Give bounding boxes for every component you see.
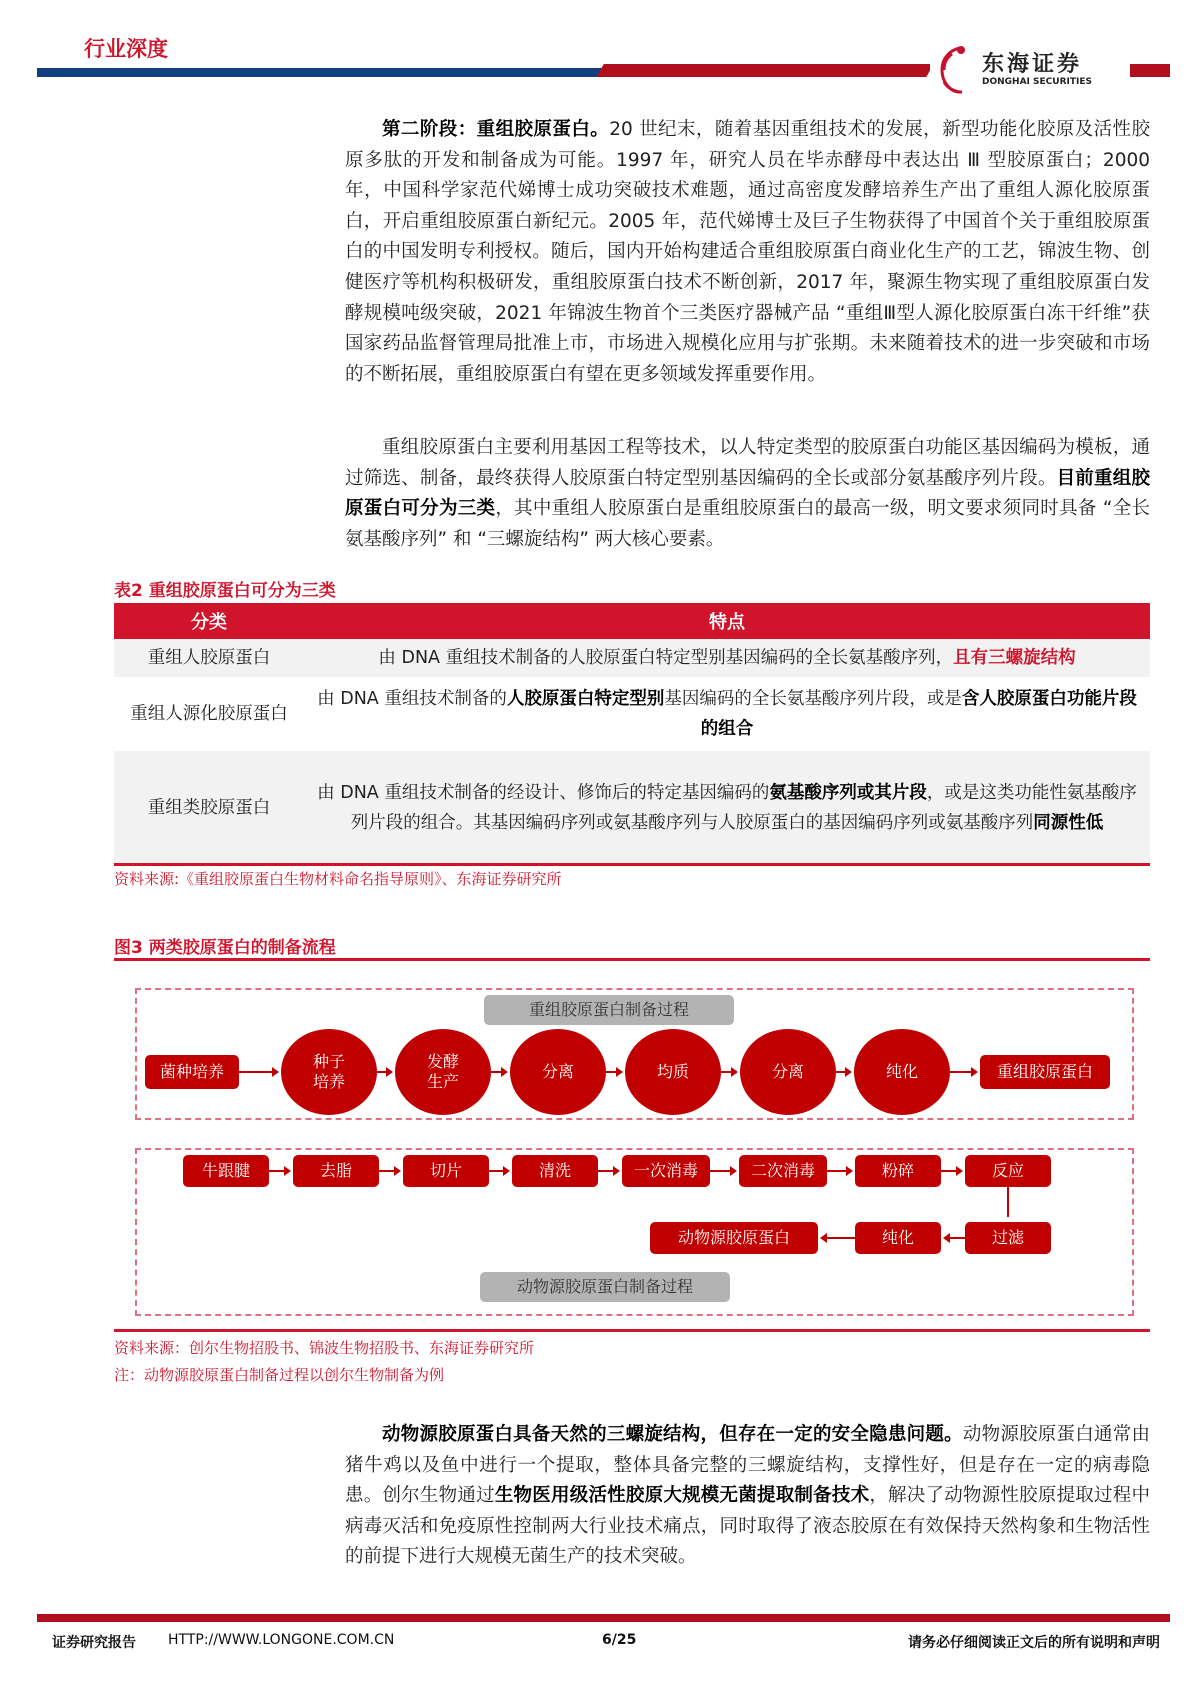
process-step: 重组胶原蛋白 xyxy=(980,1055,1110,1089)
process-step: 分离 xyxy=(740,1029,836,1115)
row-category: 重组人胶原蛋白 xyxy=(114,639,304,677)
feature-highlight: 且有三螺旋结构 xyxy=(953,648,1076,668)
para2-text2: ，其中重组人胶原蛋白是重组胶原蛋白的最高一级，明文要求须同时具备 “全长氨基酸序列” 和 “三螺旋结构” 两大核心要素。 xyxy=(345,498,1150,550)
process-step: 粉碎 xyxy=(855,1155,941,1187)
arrow-right-icon xyxy=(941,1170,961,1172)
arrow-right-icon xyxy=(598,1170,618,1172)
feature-text: 由 DNA 重组技术制备的 xyxy=(317,689,507,709)
arrow-right-icon xyxy=(836,1071,850,1073)
process-step: 分离 xyxy=(510,1029,606,1115)
figure-bottom-rule xyxy=(114,1329,1150,1332)
recombinant-process-label: 重组胶原蛋白制备过程 xyxy=(484,995,734,1025)
row-category: 重组类胶原蛋白 xyxy=(114,751,304,865)
process-step: 种子培养 xyxy=(281,1029,377,1115)
table-row xyxy=(114,677,1150,751)
animal-process-label: 动物源胶原蛋白制备过程 xyxy=(480,1272,730,1302)
process-step: 纯化 xyxy=(854,1029,950,1115)
feature-text: ，或是这类功能性氨基酸序列片段的组合。其基因编码序列或氨基酸序列与人胶原蛋白的基因编码序列或氨基酸序列 xyxy=(350,783,1137,833)
para1-text: 20 世纪末，随着基因重组技术的发展，新型功能化胶原及活性胶原多肽的开发和制备成为可能。1997 年，研究人员在毕赤酵母中表达出 Ⅲ 型胶原蛋白；2000 年，中国科学家范代娣博士成功突破技术难题，通过高密度发酵培养生产出了重组人源化胶原蛋白，开启重组胶原蛋白新纪元。2005 年，范代娣博士及巨子生物获得了中国首个关于重组胶原蛋白的中国发明专利授权。随后，国内开始构建适合重组胶原蛋白商业化生产的工艺，锦波生物、创健医疗等机构积极研发，重组胶原蛋白技术不断创新，2017 年，聚源生物实现了重组胶原蛋白发酵规模吨级突破，2021 年锦波生物首个三类医疗器械产品 “重组Ⅲ型人源化胶原蛋白冻干纤维”获国家药品监督管理局批准上市，市场进入规模化应用与扩张期。未来随着技术的进一步突破和市场的不断拓展，重组胶原蛋白有望在更多领域发挥重要作用。 xyxy=(345,119,1150,385)
table-row xyxy=(114,751,1150,865)
feature-bold: 人胶原蛋白特定型别 xyxy=(506,689,665,709)
table-bottom-rule xyxy=(114,863,1150,866)
classification-table xyxy=(114,603,1150,865)
arrow-right-icon xyxy=(379,1170,399,1172)
feature-text: 基因编码的全长氨基酸序列片段，或是 xyxy=(664,689,962,709)
para2-text1: 重组胶原蛋白主要利用基因工程等技术，以人特定类型的胶原蛋白功能区基因编码为模板，通过筛选、制备，最终获得人胶原蛋白特定型别基因编码的全长或部分氨基酸序列片段。 xyxy=(345,437,1150,489)
arrow-right-icon xyxy=(950,1071,976,1073)
para3-text2: ，解决了动物源性胶原提取过程中病毒灭活和免疫原性控制两大行业技术痛点，同时取得了液态胶原在有效保持天然构象和生物活性的前提下进行大规模无菌生产的技术突破。 xyxy=(345,1485,1150,1568)
paragraph-recombinant xyxy=(345,433,1150,555)
process-step: 去脂 xyxy=(293,1155,379,1187)
feature-bold: 氨基酸序列或其片段 xyxy=(769,783,927,803)
header-features: 特点 xyxy=(304,603,1150,639)
process-step: 纯化 xyxy=(855,1222,941,1254)
dragon-logo-icon xyxy=(930,42,976,98)
table-header xyxy=(114,603,1150,639)
process-step: 动物源胶原蛋白 xyxy=(650,1222,818,1254)
para1-bold: 第二阶段：重组胶原蛋白。 xyxy=(382,119,610,140)
para2-bold: 目前重组胶原蛋白可分为三类 xyxy=(345,467,1150,520)
table-caption: 表2 重组胶原蛋白可分为三类 xyxy=(114,581,336,601)
logo-en: DONGHAI SECURITIES xyxy=(982,77,1092,87)
process-step: 一次消毒 xyxy=(622,1155,710,1187)
figure-top-rule xyxy=(114,958,1150,961)
figure-caption: 图3 两类胶原蛋白的制备流程 xyxy=(114,938,336,958)
header-bar-red-end xyxy=(1130,64,1170,77)
arrow-right-icon xyxy=(606,1071,621,1073)
process-step: 均质 xyxy=(625,1029,721,1115)
arrow-right-icon xyxy=(377,1071,391,1073)
process-step: 切片 xyxy=(403,1155,489,1187)
header-bar-red xyxy=(596,64,934,77)
footer-url[interactable]: HTTP://WWW.LONGONE.COM.CN xyxy=(168,1632,395,1648)
row-feature xyxy=(304,639,1150,677)
arrow-right-icon xyxy=(710,1170,735,1172)
paragraph-stage-two xyxy=(345,115,1150,390)
process-step: 牛跟腱 xyxy=(183,1155,269,1187)
para3-text1: 动物源胶原蛋白通常由猪牛鸡以及鱼中进行一个提取，整体具备完整的三螺旋结构，支撑性好，但是存在一定的病毒隐患。创尔生物通过 xyxy=(345,1424,1150,1507)
feature-bold: 同源性低 xyxy=(1033,813,1104,833)
row-feature xyxy=(304,751,1150,865)
donghai-logo xyxy=(930,40,1130,100)
process-step: 清洗 xyxy=(512,1155,598,1187)
arrow-right-icon xyxy=(827,1170,851,1172)
footer-label: 证券研究报告 xyxy=(52,1635,136,1651)
para3-bold2: 生物医用级活性胶原大规模无菌提取制备技术 xyxy=(494,1485,870,1507)
process-step: 发酵生产 xyxy=(395,1029,491,1115)
header-bar-blue xyxy=(37,68,612,77)
arrow-right-icon xyxy=(489,1170,508,1172)
paragraph-animal-source xyxy=(345,1420,1150,1573)
arrow-right-icon xyxy=(721,1071,736,1073)
header-category: 分类 xyxy=(114,603,304,639)
arrow-left-icon xyxy=(945,1237,965,1239)
row-feature xyxy=(304,677,1150,751)
table-source: 资料来源:《重组胶原蛋白生物材料命名指导原则》、东海证券研究所 xyxy=(114,870,562,888)
arrow-right-icon xyxy=(491,1071,506,1073)
arrow-right-icon xyxy=(239,1071,277,1073)
arrow-left-icon xyxy=(822,1237,855,1239)
process-step: 过滤 xyxy=(965,1222,1051,1254)
page-number: 6/25 xyxy=(602,1632,637,1648)
row-category: 重组人源化胶原蛋白 xyxy=(130,704,288,724)
table-row xyxy=(114,639,1150,677)
process-step: 反应 xyxy=(965,1155,1051,1187)
figure-note: 注：动物源胶原蛋白制备过程以创尔生物制备为例 xyxy=(114,1366,445,1384)
footer-bar xyxy=(37,1614,1170,1622)
arrow-down-icon xyxy=(1007,1187,1009,1217)
para3-bold1: 动物源胶原蛋白具备天然的三螺旋结构，但存在一定的安全隐患问题。 xyxy=(382,1424,963,1445)
logo-cn: 东海证券 xyxy=(982,52,1083,77)
process-step: 菌种培养 xyxy=(145,1055,239,1089)
figure-source: 资料来源：创尔生物招股书、锦波生物招股书、东海证券研究所 xyxy=(114,1339,535,1357)
section-title: 行业深度 xyxy=(84,37,168,61)
process-step: 二次消毒 xyxy=(739,1155,827,1187)
feature-text: 由 DNA 重组技术制备的经设计、修饰后的特定基因编码的 xyxy=(317,783,770,803)
feature-text: 由 DNA 重组技术制备的人胶原蛋白特定型别基因编码的全长氨基酸序列， xyxy=(378,648,954,668)
feature-bold: 含人胶原蛋白功能片段的组合 xyxy=(700,689,1137,739)
arrow-right-icon xyxy=(269,1170,289,1172)
footer-disclaimer: 请务必仔细阅读正文后的所有说明和声明 xyxy=(908,1635,1160,1651)
